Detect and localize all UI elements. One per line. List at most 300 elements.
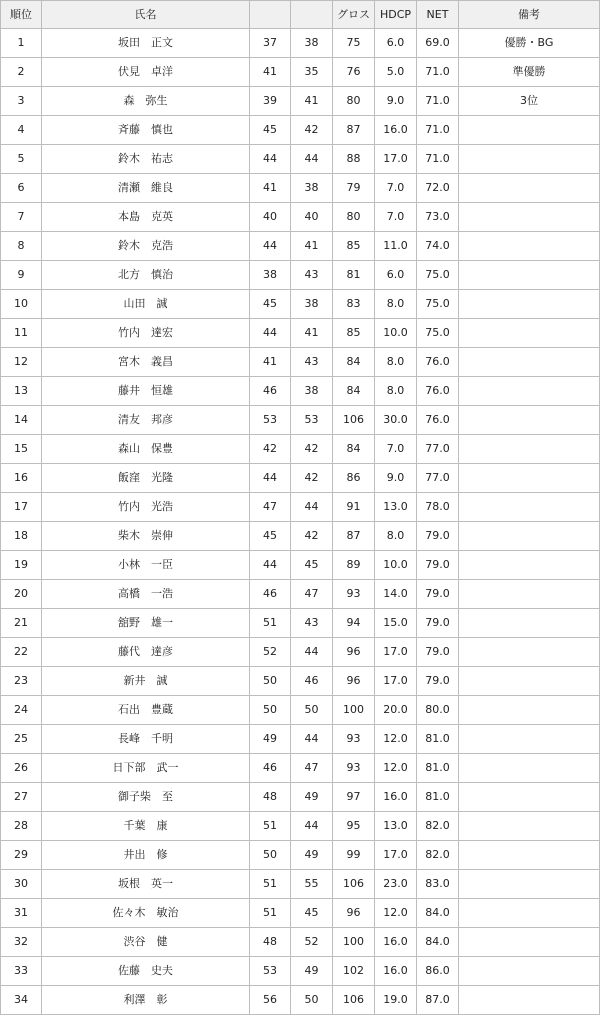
net-cell: 82.0 [417,812,459,841]
table-row [1,261,600,290]
gross-cell: 85 [333,232,375,261]
out-score-cell: 50 [250,667,291,696]
out-score-cell: 42 [250,435,291,464]
rank-cell: 10 [1,290,42,319]
rank-cell: 19 [1,551,42,580]
hdcp-cell: 12.0 [375,899,417,928]
hdcp-cell: 10.0 [375,319,417,348]
remarks-cell [459,812,600,841]
net-cell: 80.0 [417,696,459,725]
remarks-cell: 優勝・BG [459,29,600,58]
hdcp-cell: 11.0 [375,232,417,261]
name-cell: 藤井 恒雄 [42,377,250,406]
table-row [1,348,600,377]
name-cell: 新井 誠 [42,667,250,696]
out-score-cell: 41 [250,348,291,377]
out-score-cell: 51 [250,812,291,841]
rank-cell: 9 [1,261,42,290]
hdcp-cell: 20.0 [375,696,417,725]
in-score-cell: 44 [291,145,333,174]
out-score-cell: 37 [250,29,291,58]
in-score-cell: 42 [291,522,333,551]
out-score-cell: 39 [250,87,291,116]
hdcp-cell: 9.0 [375,87,417,116]
remarks-cell [459,348,600,377]
out-score-cell: 41 [250,58,291,87]
remarks-cell [459,145,600,174]
net-cell: 79.0 [417,609,459,638]
out-score-cell: 46 [250,754,291,783]
remarks-cell [459,580,600,609]
table-row [1,638,600,667]
rank-cell: 25 [1,725,42,754]
in-score-cell: 38 [291,290,333,319]
hdcp-cell: 13.0 [375,493,417,522]
net-cell: 75.0 [417,261,459,290]
name-cell: 山田 誠 [42,290,250,319]
out-score-cell: 46 [250,377,291,406]
remarks-cell [459,464,600,493]
table-row [1,232,600,261]
rank-cell: 11 [1,319,42,348]
in-score-cell: 44 [291,493,333,522]
table-row [1,116,600,145]
header-rank: 順位 [1,1,42,29]
remarks-cell [459,203,600,232]
gross-cell: 106 [333,870,375,899]
rank-cell: 12 [1,348,42,377]
name-cell: 鈴木 祐志 [42,145,250,174]
remarks-cell [459,290,600,319]
results-header [1,1,600,29]
rank-cell: 6 [1,174,42,203]
table-row [1,406,600,435]
remarks-cell [459,928,600,957]
gross-cell: 85 [333,319,375,348]
out-score-cell: 45 [250,290,291,319]
gross-cell: 76 [333,58,375,87]
table-row [1,464,600,493]
name-cell: 千葉 康 [42,812,250,841]
remarks-cell [459,435,600,464]
net-cell: 76.0 [417,406,459,435]
table-row [1,435,600,464]
name-cell: 伏見 卓洋 [42,58,250,87]
net-cell: 86.0 [417,957,459,986]
hdcp-cell: 16.0 [375,116,417,145]
table-row [1,783,600,812]
hdcp-cell: 12.0 [375,754,417,783]
out-score-cell: 46 [250,580,291,609]
out-score-cell: 53 [250,957,291,986]
hdcp-cell: 15.0 [375,609,417,638]
in-score-cell: 50 [291,696,333,725]
name-cell: 竹内 光浩 [42,493,250,522]
gross-cell: 100 [333,696,375,725]
net-cell: 72.0 [417,174,459,203]
remarks-cell [459,116,600,145]
remarks-cell [459,957,600,986]
gross-cell: 89 [333,551,375,580]
in-score-cell: 47 [291,580,333,609]
table-row [1,986,600,1015]
in-score-cell: 41 [291,232,333,261]
net-cell: 71.0 [417,145,459,174]
gross-cell: 84 [333,348,375,377]
table-row [1,580,600,609]
results-body [1,29,600,1015]
gross-cell: 87 [333,116,375,145]
in-score-cell: 45 [291,899,333,928]
rank-cell: 34 [1,986,42,1015]
name-cell: 長峰 千明 [42,725,250,754]
table-row [1,957,600,986]
table-row [1,493,600,522]
rank-cell: 8 [1,232,42,261]
rank-cell: 31 [1,899,42,928]
gross-cell: 88 [333,145,375,174]
gross-cell: 96 [333,667,375,696]
net-cell: 75.0 [417,290,459,319]
table-row [1,812,600,841]
name-cell: 高橋 一浩 [42,580,250,609]
remarks-cell [459,522,600,551]
hdcp-cell: 16.0 [375,783,417,812]
hdcp-cell: 8.0 [375,348,417,377]
table-row [1,696,600,725]
net-cell: 83.0 [417,870,459,899]
remarks-cell [459,551,600,580]
remarks-cell: 3位 [459,87,600,116]
hdcp-cell: 12.0 [375,725,417,754]
in-score-cell: 35 [291,58,333,87]
remarks-cell [459,754,600,783]
net-cell: 79.0 [417,638,459,667]
gross-cell: 106 [333,406,375,435]
out-score-cell: 51 [250,899,291,928]
hdcp-cell: 23.0 [375,870,417,899]
name-cell: 御子柴 至 [42,783,250,812]
in-score-cell: 42 [291,116,333,145]
gross-cell: 93 [333,580,375,609]
hdcp-cell: 5.0 [375,58,417,87]
out-score-cell: 48 [250,928,291,957]
gross-cell: 87 [333,522,375,551]
net-cell: 73.0 [417,203,459,232]
net-cell: 78.0 [417,493,459,522]
in-score-cell: 44 [291,638,333,667]
rank-cell: 27 [1,783,42,812]
table-row [1,725,600,754]
out-score-cell: 53 [250,406,291,435]
hdcp-cell: 7.0 [375,435,417,464]
net-cell: 71.0 [417,87,459,116]
gross-cell: 97 [333,783,375,812]
hdcp-cell: 8.0 [375,377,417,406]
table-row [1,667,600,696]
rank-cell: 1 [1,29,42,58]
rank-cell: 33 [1,957,42,986]
remarks-cell [459,841,600,870]
gross-cell: 99 [333,841,375,870]
in-score-cell: 47 [291,754,333,783]
table-row [1,290,600,319]
gross-cell: 83 [333,290,375,319]
hdcp-cell: 8.0 [375,522,417,551]
rank-cell: 3 [1,87,42,116]
header-name: 氏名 [42,1,250,29]
hdcp-cell: 6.0 [375,261,417,290]
in-score-cell: 55 [291,870,333,899]
hdcp-cell: 16.0 [375,957,417,986]
in-score-cell: 38 [291,377,333,406]
name-cell: 宮木 義昌 [42,348,250,377]
in-score-cell: 49 [291,783,333,812]
table-row [1,174,600,203]
rank-cell: 30 [1,870,42,899]
rank-cell: 18 [1,522,42,551]
table-row [1,870,600,899]
net-cell: 87.0 [417,986,459,1015]
net-cell: 77.0 [417,435,459,464]
remarks-cell [459,406,600,435]
name-cell: 斉藤 慎也 [42,116,250,145]
net-cell: 81.0 [417,754,459,783]
remarks-cell [459,232,600,261]
remarks-cell [459,174,600,203]
name-cell: 坂根 英一 [42,870,250,899]
in-score-cell: 43 [291,348,333,377]
in-score-cell: 49 [291,841,333,870]
rank-cell: 4 [1,116,42,145]
rank-cell: 13 [1,377,42,406]
header-gross: グロス [333,1,375,29]
in-score-cell: 50 [291,986,333,1015]
name-cell: 日下部 武一 [42,754,250,783]
in-score-cell: 49 [291,957,333,986]
hdcp-cell: 17.0 [375,145,417,174]
out-score-cell: 44 [250,551,291,580]
gross-cell: 93 [333,725,375,754]
net-cell: 71.0 [417,58,459,87]
hdcp-cell: 30.0 [375,406,417,435]
gross-cell: 86 [333,464,375,493]
remarks-cell [459,319,600,348]
rank-cell: 23 [1,667,42,696]
header-remarks: 備考 [459,1,600,29]
remarks-cell: 準優勝 [459,58,600,87]
out-score-cell: 51 [250,609,291,638]
gross-cell: 106 [333,986,375,1015]
hdcp-cell: 8.0 [375,290,417,319]
table-row [1,754,600,783]
table-row [1,319,600,348]
in-score-cell: 40 [291,203,333,232]
header-row [1,1,600,29]
hdcp-cell: 6.0 [375,29,417,58]
out-score-cell: 44 [250,232,291,261]
in-score-cell: 44 [291,725,333,754]
net-cell: 74.0 [417,232,459,261]
gross-cell: 84 [333,435,375,464]
table-row [1,377,600,406]
net-cell: 81.0 [417,783,459,812]
out-score-cell: 51 [250,870,291,899]
out-score-cell: 56 [250,986,291,1015]
rank-cell: 32 [1,928,42,957]
remarks-cell [459,783,600,812]
name-cell: 井出 修 [42,841,250,870]
gross-cell: 96 [333,899,375,928]
in-score-cell: 41 [291,87,333,116]
gross-cell: 80 [333,203,375,232]
hdcp-cell: 9.0 [375,464,417,493]
gross-cell: 81 [333,261,375,290]
table-row [1,551,600,580]
name-cell: 舘野 雄一 [42,609,250,638]
net-cell: 84.0 [417,928,459,957]
table-row [1,145,600,174]
out-score-cell: 41 [250,174,291,203]
out-score-cell: 52 [250,638,291,667]
remarks-cell [459,696,600,725]
remarks-cell [459,667,600,696]
in-score-cell: 53 [291,406,333,435]
gross-cell: 80 [333,87,375,116]
gross-cell: 91 [333,493,375,522]
rank-cell: 5 [1,145,42,174]
name-cell: 小林 一臣 [42,551,250,580]
hdcp-cell: 7.0 [375,174,417,203]
in-score-cell: 42 [291,464,333,493]
name-cell: 藤代 達彦 [42,638,250,667]
name-cell: 鈴木 克浩 [42,232,250,261]
table-row [1,899,600,928]
net-cell: 71.0 [417,116,459,145]
name-cell: 利澤 彰 [42,986,250,1015]
net-cell: 76.0 [417,377,459,406]
name-cell: 森山 保豊 [42,435,250,464]
out-score-cell: 48 [250,783,291,812]
gross-cell: 96 [333,638,375,667]
out-score-cell: 44 [250,464,291,493]
name-cell: 佐藤 史夫 [42,957,250,986]
header-in [291,1,333,29]
out-score-cell: 50 [250,841,291,870]
rank-cell: 26 [1,754,42,783]
out-score-cell: 45 [250,522,291,551]
gross-cell: 100 [333,928,375,957]
out-score-cell: 44 [250,145,291,174]
out-score-cell: 50 [250,696,291,725]
rank-cell: 2 [1,58,42,87]
rank-cell: 28 [1,812,42,841]
table-row [1,29,600,58]
net-cell: 79.0 [417,667,459,696]
table-row [1,58,600,87]
name-cell: 渋谷 健 [42,928,250,957]
rank-cell: 15 [1,435,42,464]
net-cell: 77.0 [417,464,459,493]
hdcp-cell: 19.0 [375,986,417,1015]
in-score-cell: 43 [291,261,333,290]
remarks-cell [459,725,600,754]
table-row [1,609,600,638]
name-cell: 清瀬 維良 [42,174,250,203]
gross-cell: 93 [333,754,375,783]
rank-cell: 22 [1,638,42,667]
gross-cell: 102 [333,957,375,986]
table-row [1,522,600,551]
in-score-cell: 38 [291,174,333,203]
net-cell: 79.0 [417,522,459,551]
remarks-cell [459,609,600,638]
name-cell: 柴木 崇伸 [42,522,250,551]
hdcp-cell: 17.0 [375,638,417,667]
remarks-cell [459,493,600,522]
hdcp-cell: 17.0 [375,841,417,870]
in-score-cell: 44 [291,812,333,841]
hdcp-cell: 7.0 [375,203,417,232]
table-row [1,203,600,232]
gross-cell: 95 [333,812,375,841]
hdcp-cell: 16.0 [375,928,417,957]
net-cell: 79.0 [417,551,459,580]
hdcp-cell: 13.0 [375,812,417,841]
out-score-cell: 44 [250,319,291,348]
remarks-cell [459,377,600,406]
name-cell: 本島 克英 [42,203,250,232]
name-cell: 飯窪 光隆 [42,464,250,493]
rank-cell: 7 [1,203,42,232]
rank-cell: 24 [1,696,42,725]
name-cell: 北方 慎治 [42,261,250,290]
out-score-cell: 49 [250,725,291,754]
in-score-cell: 43 [291,609,333,638]
in-score-cell: 42 [291,435,333,464]
net-cell: 82.0 [417,841,459,870]
rank-cell: 14 [1,406,42,435]
name-cell: 森 弥生 [42,87,250,116]
name-cell: 清友 邦彦 [42,406,250,435]
name-cell: 佐々木 敏治 [42,899,250,928]
net-cell: 76.0 [417,348,459,377]
remarks-cell [459,638,600,667]
remarks-cell [459,899,600,928]
in-score-cell: 38 [291,29,333,58]
in-score-cell: 46 [291,667,333,696]
net-cell: 75.0 [417,319,459,348]
net-cell: 79.0 [417,580,459,609]
name-cell: 石出 豊蔵 [42,696,250,725]
table-row [1,928,600,957]
rank-cell: 17 [1,493,42,522]
in-score-cell: 52 [291,928,333,957]
hdcp-cell: 10.0 [375,551,417,580]
in-score-cell: 41 [291,319,333,348]
hdcp-cell: 17.0 [375,667,417,696]
net-cell: 69.0 [417,29,459,58]
remarks-cell [459,261,600,290]
rank-cell: 29 [1,841,42,870]
out-score-cell: 45 [250,116,291,145]
net-cell: 84.0 [417,899,459,928]
gross-cell: 75 [333,29,375,58]
out-score-cell: 38 [250,261,291,290]
name-cell: 竹内 達宏 [42,319,250,348]
table-row [1,87,600,116]
rank-cell: 21 [1,609,42,638]
